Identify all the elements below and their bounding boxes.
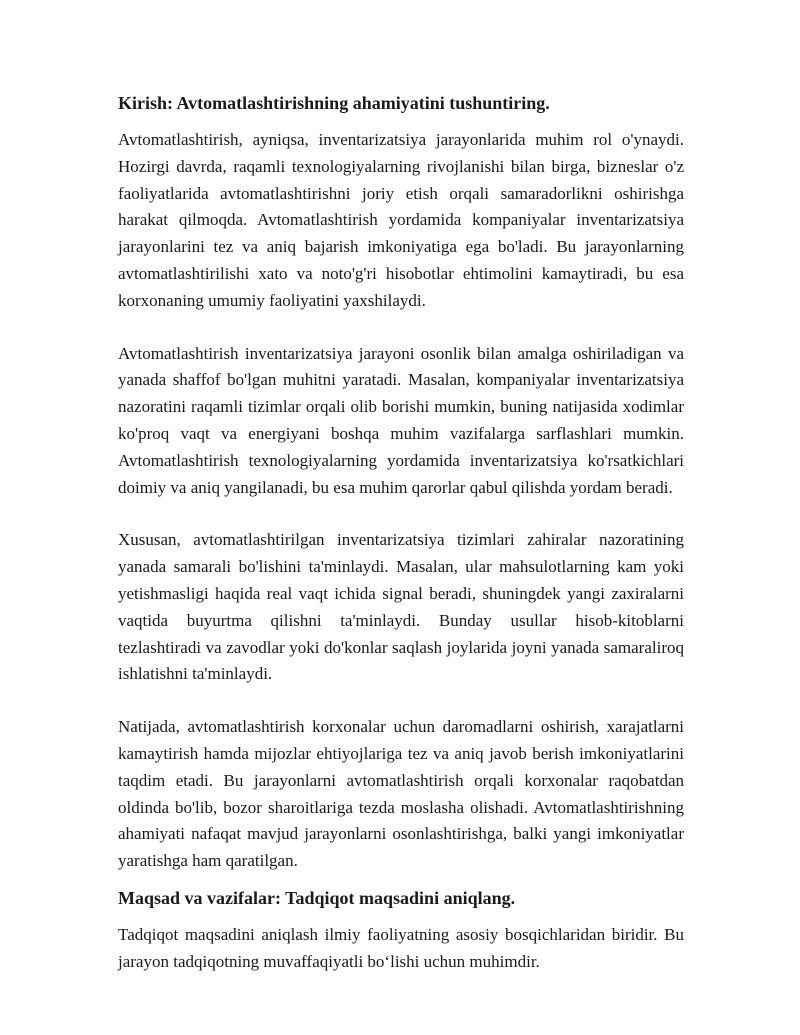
paragraph-spacer <box>118 501 684 527</box>
paragraph-intro-2: Avtomatlashtirish inventarizatsiya jarayoni osonlik bilan amalga oshiriladigan va yanada shaffof bo'lgan muhitni yaratadi. Masalan, kompaniyalar inventarizatsiya nazoratini raqamli tizimlar orqali olib borishi mumkin, buning natijasida xodimlar ko'proq vaqt va energiyani boshqa muhim vazifalarga sarflashlari mumkin. Avtomatlashtirish texnologiyalarning yordamida inventarizatsiya ko'rsatkichlari doimiy va aniq yangilanadi, bu esa muhim qarorlar qabul qilishda yordam beradi. <box>118 343 684 497</box>
paragraph-intro-4: Natijada, avtomatlashtirish korxonalar uchun daromadlarni oshirish, xarajatlarni kamaytirish hamda mijozlar ehtiyojlariga tez va aniq javob berish imkoniyatlarini taqdim etadi. Bu jarayonlarni avtomatlashtirish orqali korxonalar raqobatdan oldinda bo'lib, bozor sharoitlariga tezda moslasha olishadi. Avtomatlashtirishning ahamiyati nafaqat mavjud jarayonlarni osonlashtirishga, balki yangi imkoniyatlar yaratishga ham qaratilgan. <box>118 717 684 871</box>
paragraph-intro-3: Xususan, avtomatlashtirilgan inventarizatsiya tizimlari zahiralar nazoratining yanada samarali bo'lishini ta'minlaydi. Masalan, ular mahsulotlarning kam yoki yetishmasligi haqida real vaqt ichida signal beradi, shuningdek yangi zaxiralarni vaqtida buyurtma qilishni ta'minlaydi. Bunday usullar hisob-kitoblarni tezlashtiradi va zavodlar yoki do'konlar saqlash joylarida joyni yanada samaraliroq ishlatishni ta'minlaydi. <box>118 530 684 684</box>
paragraph-spacer <box>118 315 684 341</box>
section-heading-goals: Maqsad va vazifalar: Tadqiqot maqsadini aniqlang. <box>118 887 516 908</box>
paragraph-intro-1: Avtomatlashtirish, ayniqsa, inventarizatsiya jarayonlarida muhim rol o'ynaydi. Hozirgi davrda, raqamli texnologiyalarning rivojlanishi bilan birga, bizneslar o'z faoliyatlarida avtomatlashtirishni joriy etish orqali samaradorlikni oshirishga harakat qilmoqda. Avtomatlashtirish yordamida kompaniyalar inventarizatsiya jarayonlarini tez va aniq bajarish imkoniyatiga ega bo'ladi. Bu jarayonlarning avtomatlashtirilishi xato va noto'g'ri hisobotlar ehtimolini kamaytiradi, bu esa korxonaning umumiy faoliyatini yaxshilaydi. <box>118 130 684 310</box>
section-spacer <box>118 875 684 885</box>
document-page <box>118 90 684 976</box>
paragraph-goals-1: Tadqiqot maqsadini aniqlash ilmiy faoliyatning asosiy bosqichlaridan biridir. Bu jarayon tadqiqotning muvaffaqiyatli bo‘lishi uchun muhimdir. <box>118 924 684 971</box>
section-heading-introduction: Kirish: Avtomatlashtirishning ahamiyatini tushuntiring. <box>118 93 550 113</box>
paragraph-spacer <box>118 688 684 714</box>
